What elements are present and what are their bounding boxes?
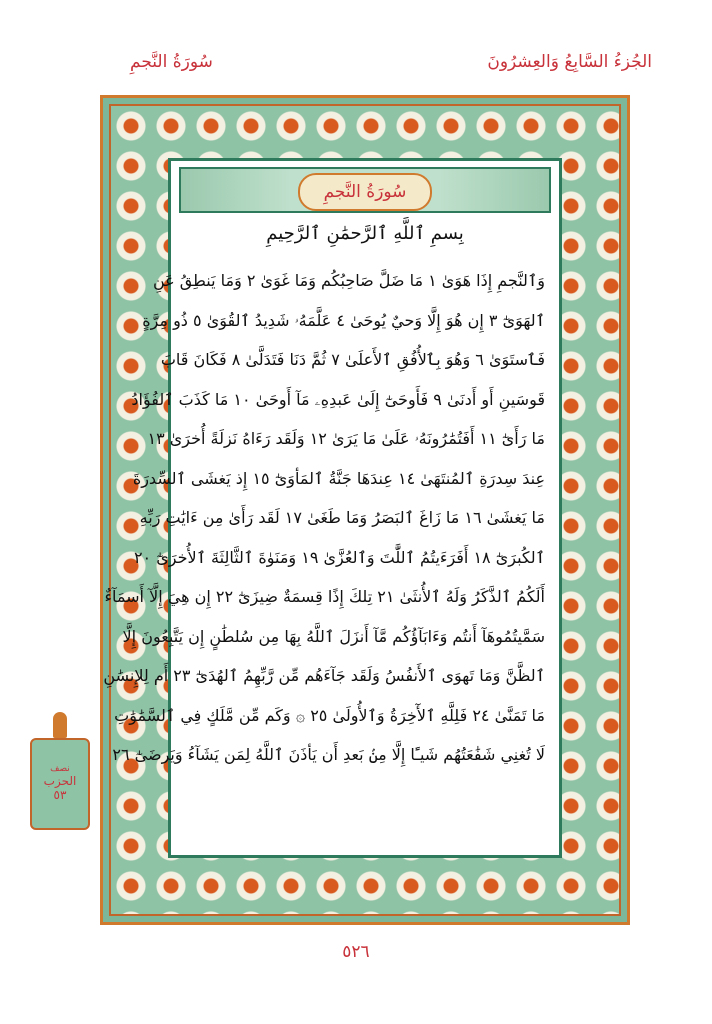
- verse-line: لَا تُغنِي شَفَٰعَتُهُم شَيـًٔا إِلَّا مِنۢ بَعدِ أَن يَأذَنَ ٱللَّهُ لِمَن يَشَآءُ وَيَرضَىٰٓ ٢٦: [112, 745, 545, 764]
- verse-line: قَوسَينِ أَو أَدنَىٰ ٩ فَأَوحَىٰٓ إِلَىٰ عَبدِهِۦ مَآ أَوحَىٰ ١٠ مَا كَذَبَ ٱلفُؤَادُ: [131, 389, 545, 409]
- text-panel: [103, 158, 562, 858]
- verse-line: مَا تَمَنَّىٰ ٢٤ فَلِلَّهِ ٱلأٓخِرَةُ وَٱلأُولَىٰ ٢٥ ۞ وَكَم مِّن مَّلَكٍ فِي ٱلسَّمَٰوَٰتِ: [114, 705, 545, 725]
- juz-header: الجُزءُ السَّابِعُ وَالعِشرُونَ: [487, 52, 652, 72]
- verse-line: سَمَّيتُمُوهَآ أَنتُم وَءَابَآؤُكُم مَّآ أَنزَلَ ٱللَّهُ بِهَا مِن سُلطَٰنٍ إِن يَتَّبِعُونَ إِلَّا: [122, 626, 545, 646]
- verse-line: ٱلهَوَىٰٓ ٣ إِن هُوَ إِلَّا وَحيٌ يُوحَىٰ ٤ عَلَّمَهُۥ شَدِيدُ ٱلقُوَىٰ ٥ ذُو مِرَّةٍ: [142, 310, 545, 330]
- verse-line: فَٱستَوَىٰ ٦ وَهُوَ بِٱلأُفُقِ ٱلأَعلَىٰ ٧ ثُمَّ دَنَا فَتَدَلَّىٰ ٨ فَكَانَ قَابَ: [160, 350, 545, 369]
- verse-line: مَا يَغشَىٰ ١٦ مَا زَاغَ ٱلبَصَرُ وَمَا طَغَىٰ ١٧ لَقَد رَأَىٰ مِن ءَايَٰتِ رَبِّهِ: [139, 508, 545, 527]
- verse-line: مَا رَأَىٰٓ ١١ أَفَتُمَٰرُونَهُۥ عَلَىٰ مَا يَرَىٰ ١٢ وَلَقَد رَءَاهُ نَزلَةً أُخرَىٰ ١٣: [147, 429, 545, 448]
- hizb-label: الحزب: [43, 774, 77, 788]
- hizb-number: ٥٣: [53, 788, 67, 802]
- surah-title: سُورَةُ النَّجمِ: [298, 173, 432, 211]
- hizb-nisf-label: نصف: [50, 764, 70, 774]
- surah-title-bar: [179, 167, 551, 213]
- basmala: بِسمِ ٱللَّهِ ٱلرَّحمَٰنِ ٱلرَّحِيمِ: [266, 223, 464, 244]
- verse-line: أَلَكُمُ ٱلذَّكَرُ وَلَهُ ٱلأُنثَىٰ ٢١ تِلكَ إِذًا قِسمَةٌ ضِيزَىٰٓ ٢٢ إِن هِيَ إِلَّآ أَسمَآءٌ: [104, 587, 545, 606]
- hizb-marker: [30, 738, 90, 830]
- verse-line: وَٱلنَّجمِ إِذَا هَوَىٰ ١ مَا ضَلَّ صَاحِبُكُم وَمَا غَوَىٰ ٢ وَمَا يَنطِقُ عَنِ: [152, 271, 545, 290]
- verse-line: ٱلكُبرَىٰٓ ١٨ أَفَرَءَيتُمُ ٱللَّٰتَ وَٱلعُزَّىٰ ١٩ وَمَنَوٰةَ ٱلثَّالِثَةَ ٱلأُخرَىٰٓ ٢٠: [133, 547, 545, 567]
- verse-block: [103, 261, 545, 775]
- verse-line: ٱلظَّنَّ وَمَا تَهوَى ٱلأَنفُسُ وَلَقَد جَآءَهُم مِّن رَّبِّهِمُ ٱلهُدَىٰٓ ٢٣ أَم لِلإِنسَٰنِ: [103, 666, 545, 685]
- page-number: ٥٢٦: [342, 942, 370, 962]
- surah-header: سُورَةُ النَّجمِ: [130, 52, 213, 72]
- hizb-marker-finial: [53, 712, 67, 738]
- verse-line: عِندَ سِدرَةِ ٱلمُنتَهَىٰ ١٤ عِندَهَا جَنَّةُ ٱلمَأوَىٰٓ ١٥ إِذ يَغشَى ٱلسِّدرَةَ: [132, 468, 545, 488]
